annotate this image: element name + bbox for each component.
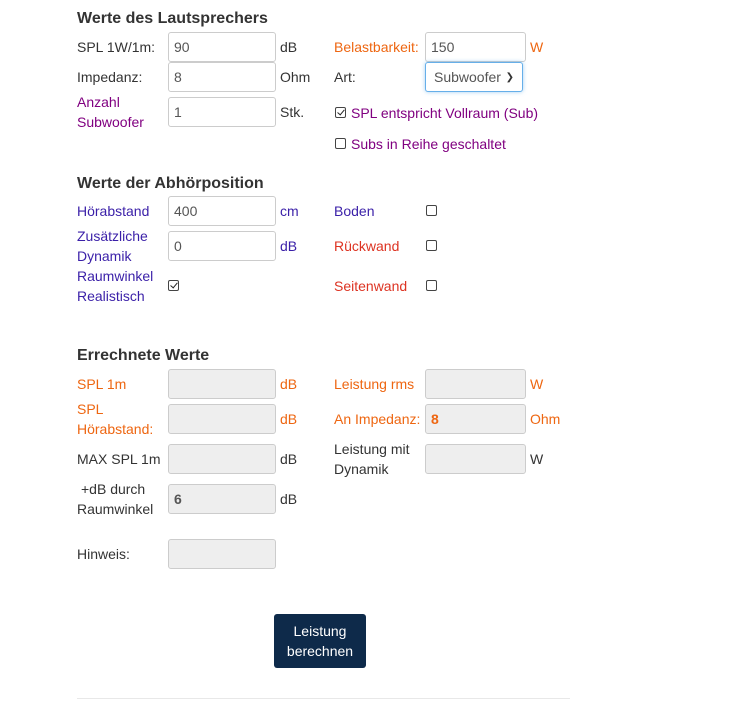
back-wall-label: Rückwand bbox=[334, 238, 400, 254]
dynamics-unit: dB bbox=[280, 238, 298, 254]
power-dynamics-unit: W bbox=[530, 451, 544, 467]
series-label: Subs in Reihe geschaltet bbox=[351, 136, 506, 152]
floor-checkbox[interactable] bbox=[426, 205, 437, 216]
divider bbox=[77, 698, 570, 699]
note-label: Hinweis: bbox=[77, 546, 130, 562]
load-label: Belastbarkeit: bbox=[334, 39, 419, 55]
section-title-listening: Werte der Abhörposition bbox=[77, 175, 264, 192]
spl1m-output bbox=[168, 369, 276, 399]
dynamics-input[interactable]: 0 bbox=[168, 231, 276, 261]
impedance-label: Impedanz: bbox=[77, 69, 143, 85]
power-dynamics-label-line2: Dynamik bbox=[334, 461, 389, 477]
room-gain-label-line1: +dB durch bbox=[81, 481, 146, 497]
distance-input[interactable]: 400 bbox=[168, 196, 276, 226]
back-wall-checkbox[interactable] bbox=[426, 240, 437, 251]
spl1m-label: SPL 1m bbox=[77, 376, 127, 392]
section-title-speaker: Werte des Lautsprechers bbox=[77, 10, 268, 27]
room-gain-label-line2: Raumwinkel bbox=[77, 501, 154, 517]
spl-distance-unit: dB bbox=[280, 411, 298, 427]
spl1m-unit: dB bbox=[280, 376, 298, 392]
fullspace-checkbox[interactable] bbox=[335, 107, 346, 118]
power-rms-output bbox=[425, 369, 526, 399]
at-impedance-label: An Impedanz: bbox=[334, 411, 421, 427]
subwoofer-count-input[interactable]: 1 bbox=[168, 97, 276, 127]
at-impedance-unit: Ohm bbox=[530, 411, 561, 427]
max-spl-unit: dB bbox=[280, 451, 298, 467]
calculate-button-line2: berechnen bbox=[286, 643, 354, 659]
calculate-button[interactable] bbox=[274, 614, 366, 668]
spl-distance-label-line1: SPL bbox=[77, 401, 104, 417]
max-spl-output bbox=[168, 444, 276, 474]
load-input[interactable]: 150 bbox=[425, 32, 526, 62]
power-dynamics-label-line1: Leistung mit bbox=[334, 441, 410, 457]
room-angle-label-line1: Raumwinkel bbox=[77, 268, 154, 284]
subwoofer-count-unit: Stk. bbox=[280, 104, 305, 120]
type-select[interactable] bbox=[425, 62, 523, 92]
section-title-results: Errechnete Werte bbox=[77, 347, 210, 364]
room-angle-label-line2: Realistisch bbox=[77, 288, 145, 304]
spl-label: SPL 1W/1m: bbox=[77, 39, 156, 55]
side-wall-label: Seitenwand bbox=[334, 278, 408, 294]
spl-distance-label-line2: Hörabstand: bbox=[77, 421, 154, 437]
impedance-unit: Ohm bbox=[280, 69, 311, 85]
room-gain-unit: dB bbox=[280, 491, 298, 507]
power-rms-label: Leistung rms bbox=[334, 376, 415, 392]
distance-unit: cm bbox=[280, 203, 299, 219]
room-gain-output: 6 bbox=[168, 484, 276, 514]
at-impedance-output: 8 bbox=[425, 404, 526, 434]
note-output bbox=[168, 539, 276, 569]
type-select-value: Subwoofer bbox=[434, 69, 501, 85]
room-angle-checkbox[interactable] bbox=[168, 280, 179, 291]
dynamics-label-line1: Zusätzliche bbox=[77, 228, 148, 244]
max-spl-label: MAX SPL 1m bbox=[77, 451, 161, 467]
calculate-button-line1: Leistung bbox=[293, 623, 347, 639]
spl-unit: dB bbox=[280, 39, 298, 55]
type-label: Art: bbox=[334, 69, 356, 85]
power-dynamics-output bbox=[425, 444, 526, 474]
chevron-down-icon: ❯ bbox=[505, 71, 514, 83]
power-rms-unit: W bbox=[530, 376, 544, 392]
subwoofer-count-label-line2: Subwoofer bbox=[77, 114, 144, 130]
side-wall-checkbox[interactable] bbox=[426, 280, 437, 291]
load-unit: W bbox=[530, 39, 544, 55]
series-checkbox[interactable] bbox=[335, 138, 346, 149]
fullspace-label: SPL entspricht Vollraum (Sub) bbox=[351, 105, 539, 121]
impedance-input[interactable]: 8 bbox=[168, 62, 276, 92]
spl-distance-output bbox=[168, 404, 276, 434]
dynamics-label-line2: Dynamik bbox=[77, 248, 132, 264]
distance-label: Hörabstand bbox=[77, 203, 150, 219]
subwoofer-count-label-line1: Anzahl bbox=[77, 94, 120, 110]
floor-label: Boden bbox=[334, 203, 375, 219]
spl-input[interactable]: 90 bbox=[168, 32, 276, 62]
